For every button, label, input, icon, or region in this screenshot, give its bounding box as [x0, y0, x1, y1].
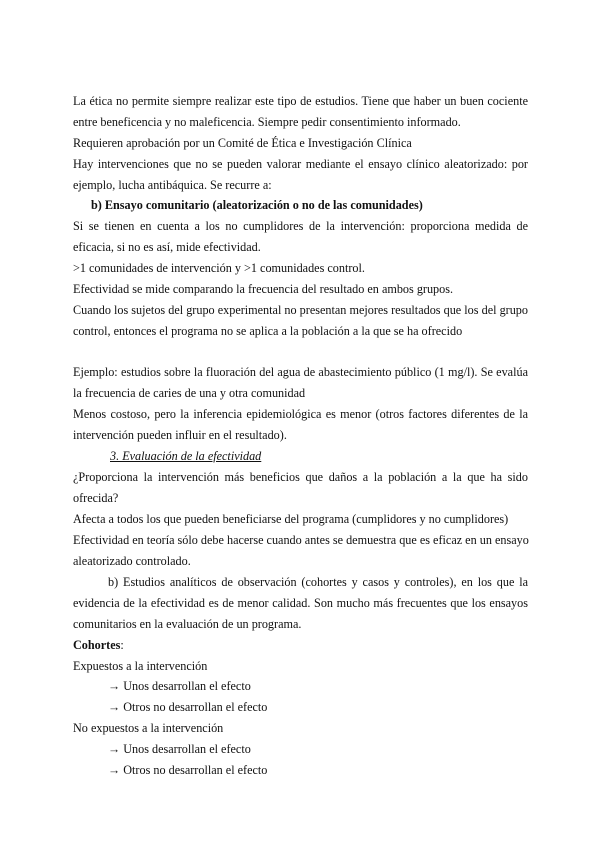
paragraph-theory-line2: aleatorizado controlado. — [73, 554, 191, 568]
paragraph-affects-all: Afecta a todos los que pueden beneficiarse del programa (cumplidores y no cumplidores) — [73, 512, 509, 526]
paragraph-question-line1: ¿Proporciona la intervención más beneficios que daños a la población a la que ha sido — [73, 470, 528, 484]
paragraph-cost-line2: intervención pueden influir en el resultado). — [73, 428, 287, 442]
paragraph-example-line2: la frecuencia de caries de una y otra comunidad — [73, 386, 306, 400]
paragraph-effectiveness-measure: Efectividad se mide comparando la frecuencia del resultado en ambos grupos. — [73, 282, 454, 296]
not-exposed-heading: No expuestos a la intervención — [73, 721, 224, 735]
paragraph-noncompliers-line2: eficacia, si no es así, mide efectividad. — [73, 240, 261, 254]
heading-community-trial: b) Ensayo comunitario (aleatorización o no de las comunidades) — [91, 198, 423, 212]
cohortes-colon: : — [120, 638, 124, 652]
paragraph-observational-line3: comunitarios en la evaluación de un programa. — [73, 617, 302, 631]
cohortes-heading — [73, 638, 528, 653]
paragraph-observational-line1: b) Estudios analíticos de observación (cohortes y casos y controles), en los que la — [108, 575, 528, 589]
paragraph-noncompliers-line1: Si se tienen en cuenta a los no cumplidores de la intervención: proporciona medida de — [73, 219, 528, 233]
paragraph-cost-line1: Menos costoso, pero la inferencia epidemiológica es menor (otros factores diferentes de la — [73, 407, 528, 421]
paragraph-observational-line2: evidencia de la efectividad es de menor calidad. Son mucho más frecuentes que los ensayos — [73, 596, 528, 610]
paragraph-experimental-group-line2: control, entonces el programa no se aplica a la población a la que se ha ofrecido — [73, 324, 463, 338]
paragraph-ethics-line2: entre beneficencia y no maleficencia. Siempre pedir consentimiento informado. — [73, 115, 461, 129]
paragraph-question-line2: ofrecida? — [73, 491, 119, 505]
not-exposed-item-2: → Otros no desarrollan el efecto — [108, 763, 268, 777]
paragraph-approval: Requieren aprobación por un Comité de Ética e Investigación Clínica — [73, 136, 412, 150]
heading-effectiveness-evaluation: 3. Evaluación de la efectividad — [110, 449, 262, 463]
exposed-heading: Expuestos a la intervención — [73, 659, 208, 673]
exposed-item-2: → Otros no desarrollan el efecto — [108, 700, 268, 714]
paragraph-experimental-group-line1: Cuando los sujetos del grupo experimental no presentan mejores resultados que los del grupo — [73, 303, 528, 317]
paragraph-example-line1: Ejemplo: estudios sobre la fluoración del agua de abastecimiento público (1 mg/l). Se evalúa — [73, 365, 528, 379]
paragraph-interventions-line2: ejemplo, lucha antibáquica. Se recurre a: — [73, 178, 272, 192]
cohortes-label: Cohortes — [73, 638, 121, 652]
not-exposed-item-1: → Unos desarrollan el efecto — [108, 742, 251, 756]
paragraph-ethics-line1: La ética no permite siempre realizar este tipo de estudios. Tiene que haber un buen cociente — [73, 94, 528, 108]
paragraph-interventions-line1: Hay intervenciones que no se pueden valorar mediante el ensayo clínico aleatorizado: por — [73, 157, 528, 171]
paragraph-communities: >1 comunidades de intervención y >1 comunidades control. — [73, 261, 365, 275]
paragraph-theory-line1: Efectividad en teoría sólo debe hacerse cuando antes se demuestra que es eficaz en un ensayo — [73, 533, 529, 547]
exposed-item-1: → Unos desarrollan el efecto — [108, 679, 251, 693]
